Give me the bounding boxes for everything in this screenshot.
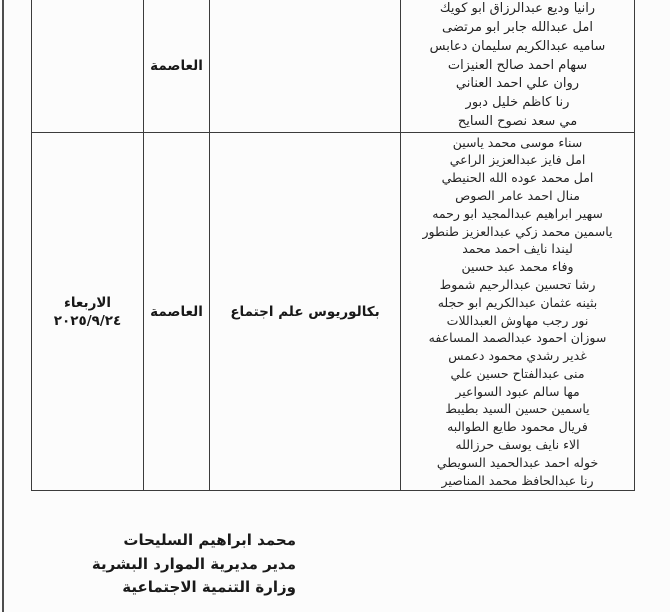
page-left-border-line (2, 0, 4, 612)
signatory-title: مدير مديرية الموارد البشرية (91, 554, 296, 573)
person-name: سهام احمد صالح العنيزات (447, 57, 588, 73)
person-name: فريال محمود طايع الطوالبه (447, 419, 588, 435)
person-name: ياسمين حسين السيد بطيبط (445, 401, 590, 417)
person-name: الاء نايف يوسف حرزالله (455, 437, 580, 453)
names-cell-row2 (401, 133, 635, 491)
person-name: سوزان احمود عبدالصمد المساعفه (428, 330, 607, 346)
degree-cell-row2 (210, 133, 401, 491)
signatory-ministry: وزارة التنمية الاجتماعية (122, 578, 296, 596)
person-name: غدير رشدي محمود دعمس (448, 348, 587, 364)
names-list-row1 (401, 0, 634, 132)
table-row (32, 133, 635, 491)
degree-label: بكالوريوس علم اجتماع (230, 303, 380, 320)
governorate-label: العاصمة (150, 58, 203, 74)
person-name: رنا كاظم خليل دبور (465, 95, 570, 111)
person-name: سهير ابراهيم عبدالمجيد ابو رحمه (432, 205, 603, 221)
degree-cell-row1 (210, 0, 401, 133)
table-row (32, 0, 635, 133)
person-name: وفاء محمد عبد حسين (461, 259, 574, 275)
date-day-label: الاربعاء (63, 294, 112, 311)
person-name: امل محمد عوده الله الحنيطي (441, 170, 594, 186)
names-cell-row1 (401, 0, 635, 133)
date-value-label: ٢٠٢٥/٩/٢٤ (53, 312, 122, 329)
person-name: ياسمين محمد زكي عبدالعزيز طنطور (422, 223, 613, 239)
date-cell-row2 (32, 133, 144, 491)
person-name: مها سالم عبود السواعير (455, 383, 580, 399)
person-name: امل عبدالله جابر ابو مرتضى (442, 19, 593, 35)
person-name: بثينه عثمان عبدالكريم ابو حجله (437, 294, 598, 310)
person-name: منى عبدالفتاح حسين علي (450, 365, 585, 381)
person-name: منال احمد عامر الصوص (455, 187, 580, 203)
person-name: مي سعد نصوح السايح (457, 114, 578, 130)
person-name: رشا تحسين عبدالرحيم شموط (439, 276, 596, 292)
person-name: سناء موسى محمد ياسين (452, 134, 583, 150)
governorate-label: العاصمة (150, 303, 203, 320)
governorate-cell-row1 (144, 0, 210, 133)
governorate-cell-row2 (144, 133, 210, 491)
person-name: ساميه عبدالكريم سليمان دعابس (429, 38, 606, 54)
person-name: رانيا وديع عبدالرزاق ابو كويك (439, 0, 596, 16)
person-name: روان علي احمد العناني (455, 76, 580, 92)
person-name: ليندا نايف احمد محمد (462, 241, 573, 257)
signature-block (60, 529, 296, 600)
names-list-row2 (401, 134, 634, 490)
appointments-schedule-table (31, 0, 635, 491)
person-name: نور رجب مهاوش العبداللات (446, 312, 589, 328)
person-name: خوله احمد عبدالحميد السويطي (436, 454, 599, 470)
person-name: رنا عبدالحافظ محمد المناصير (441, 472, 594, 488)
date-cell-row1 (32, 0, 144, 133)
person-name: امل فايز عبدالعزيز الراعي (449, 152, 586, 168)
signatory-name: محمد ابراهيم السليحات (123, 531, 296, 549)
